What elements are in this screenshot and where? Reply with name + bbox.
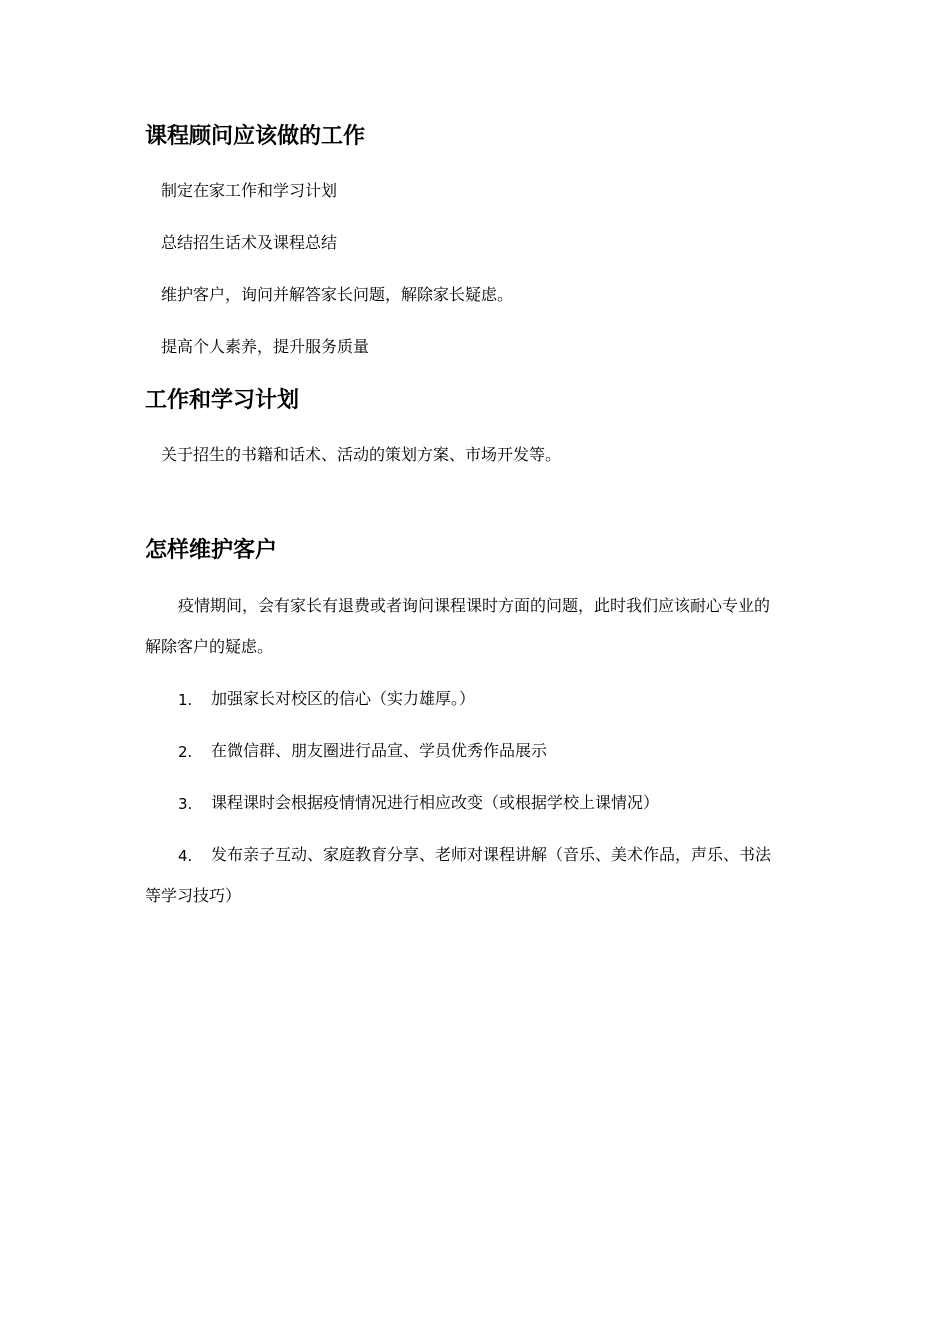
list-item-text: 发布亲子互动、家庭教育分享、老师对课程讲解（音乐、美术作品，声乐、书法: [211, 845, 772, 864]
intro-paragraph-line-2: 解除客户的疑虑。: [145, 637, 274, 656]
list-item-continuation: 等学习技巧）: [145, 886, 242, 905]
work-item-plan: 制定在家工作和学习计划: [161, 181, 338, 200]
intro-paragraph-line-1: 疫情期间，会有家长有退费或者询问课程课时方面的问题，此时我们应该耐心专业的: [178, 596, 771, 615]
section-heading-maintain-clients: 怎样维护客户: [145, 538, 278, 563]
plan-item: 关于招生的书籍和话术、活动的策划方案、市场开发等。: [161, 445, 562, 464]
work-item-improve: 提高个人素养，提升服务质量: [161, 337, 370, 356]
section-heading-consultant-work: 课程顾问应该做的工作: [145, 124, 366, 149]
list-item-text: 在微信群、朋友圈进行品宣、学员优秀作品展示: [211, 741, 548, 760]
section-heading-work-study-plan: 工作和学习计划: [145, 388, 300, 413]
work-item-summary: 总结招生话术及课程总结: [161, 233, 338, 252]
list-item-text: 课程课时会根据疫情情况进行相应改变（或根据学校上课情况）: [211, 793, 660, 812]
list-item-text: 加强家长对校区的信心（实力雄厚。）: [211, 689, 476, 708]
list-number: 4.: [178, 847, 193, 865]
work-item-maintain: 维护客户，询问并解答家长问题，解除家长疑虑。: [161, 285, 514, 304]
list-number: 2.: [178, 743, 193, 761]
list-number: 3.: [178, 795, 193, 813]
list-number: 1.: [178, 691, 193, 709]
